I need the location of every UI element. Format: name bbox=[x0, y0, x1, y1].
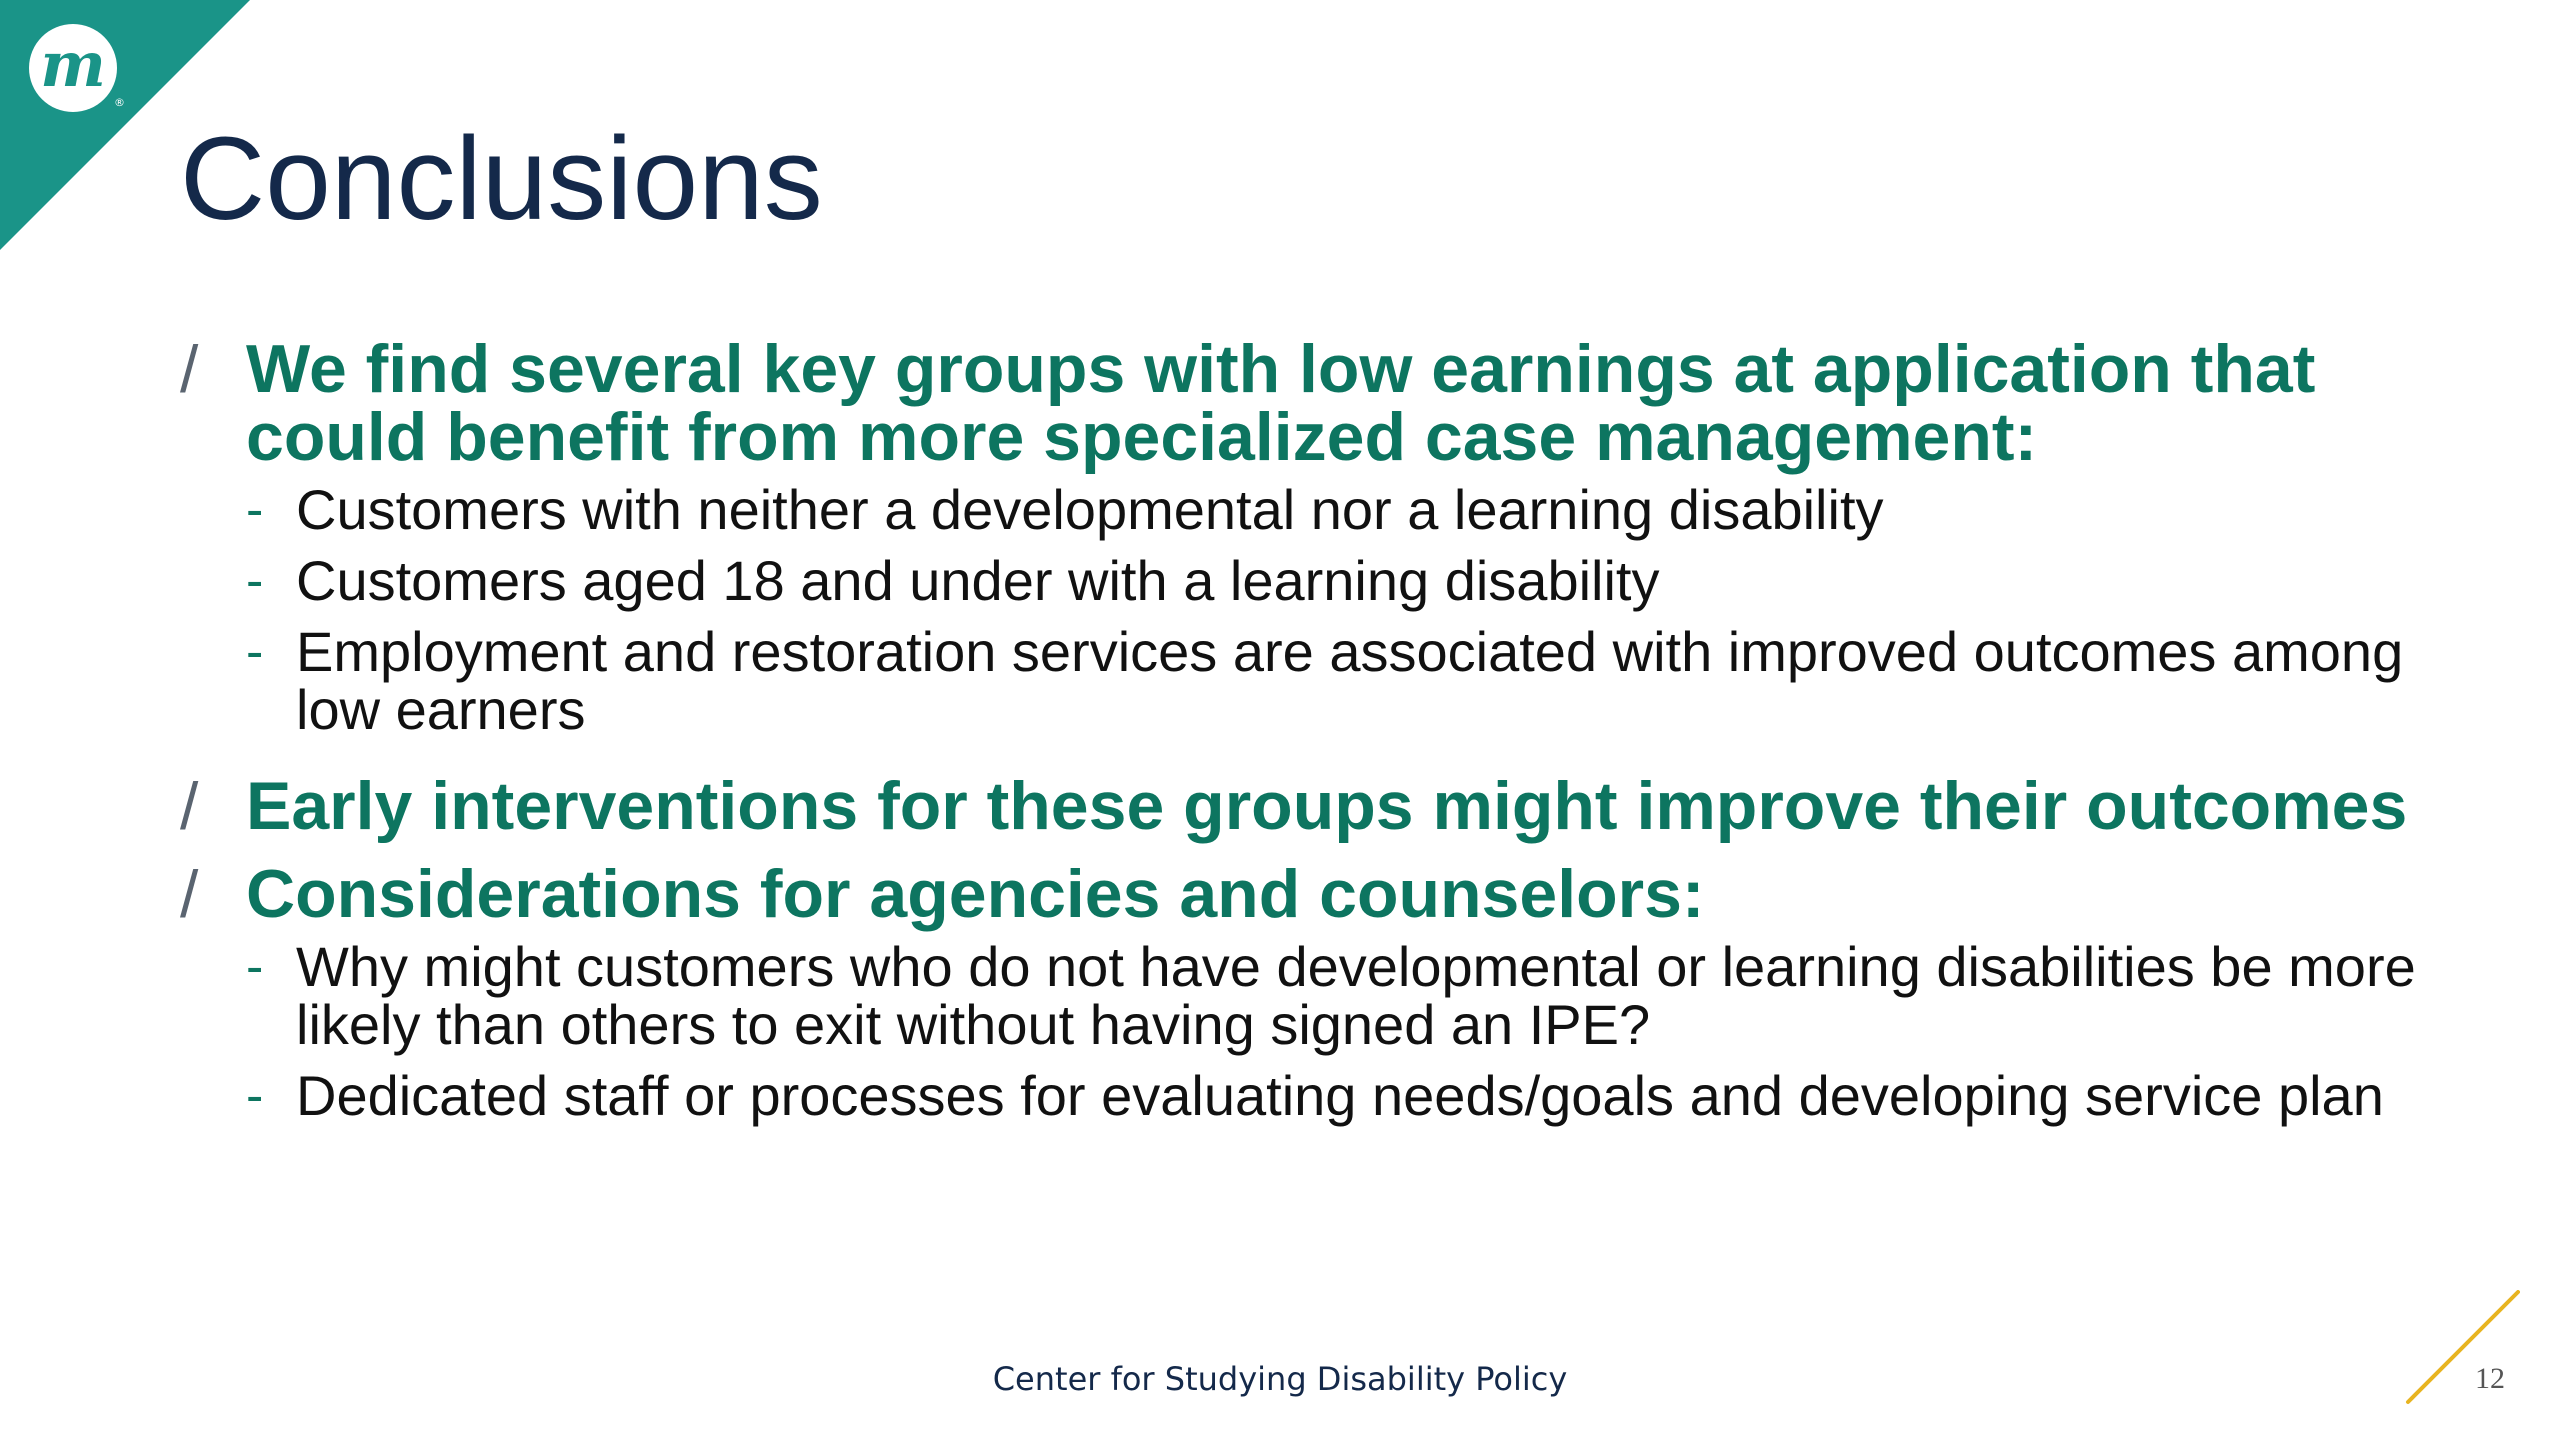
footer-organization: Center for Studying Disability Policy bbox=[992, 1360, 1568, 1398]
bullet-body bbox=[246, 768, 2460, 844]
sub-bullet-list bbox=[246, 478, 2460, 741]
page-number: 12 bbox=[2475, 1362, 2505, 1395]
diagonal-accent-line bbox=[2390, 1290, 2520, 1420]
bullet-body bbox=[246, 331, 2460, 752]
bullet-body bbox=[246, 856, 2460, 1138]
bullet-heading: Considerations for agencies and counselors: bbox=[246, 856, 1705, 932]
sub-bullet-item bbox=[246, 620, 2460, 741]
sub-bullet-item bbox=[246, 935, 2460, 1056]
sub-bullet-text: Customers aged 18 and under with a learning disability bbox=[296, 549, 1660, 612]
sub-bullet-text: Customers with neither a developmental nor a learning disability bbox=[296, 478, 1884, 541]
sub-bullet-text: Employment and restoration services are associated with improved outcomes among low earners bbox=[296, 620, 2404, 741]
sub-bullet-list bbox=[246, 935, 2460, 1127]
bullet-item-early-interventions bbox=[180, 768, 2460, 844]
sub-bullet-text: Dedicated staff or processes for evaluating needs/goals and developing service plan bbox=[296, 1064, 2384, 1127]
dash-bullet-icon: - bbox=[246, 552, 264, 610]
bullet-list bbox=[180, 331, 2460, 1158]
sub-bullet-item bbox=[246, 549, 2460, 612]
bullet-heading: Early interventions for these groups might improve their outcomes bbox=[246, 768, 2408, 844]
dash-bullet-icon: - bbox=[246, 623, 264, 681]
logo-registered-mark: ® bbox=[114, 96, 125, 109]
dash-bullet-icon: - bbox=[246, 481, 264, 539]
dash-bullet-icon: - bbox=[246, 938, 264, 996]
slash-bullet-icon: / bbox=[180, 857, 199, 931]
sub-bullet-item bbox=[246, 1064, 2460, 1127]
sub-bullet-item bbox=[246, 478, 2460, 541]
sub-bullet-text: Why might customers who do not have developmental or learning disabilities be more likely than others to exit without having signed an IPE? bbox=[296, 935, 2416, 1056]
slash-bullet-icon: / bbox=[180, 769, 199, 843]
bullet-item-considerations bbox=[180, 856, 2460, 1138]
logo-mark: m bbox=[40, 28, 106, 101]
bullet-item-key-groups bbox=[180, 331, 2460, 752]
page-title: Conclusions bbox=[180, 113, 823, 245]
slash-bullet-icon: / bbox=[180, 332, 199, 406]
bullet-heading: We find several key groups with low earnings at application that could benefit from more specialized case management: bbox=[246, 331, 2316, 475]
dash-bullet-icon: - bbox=[246, 1067, 264, 1125]
